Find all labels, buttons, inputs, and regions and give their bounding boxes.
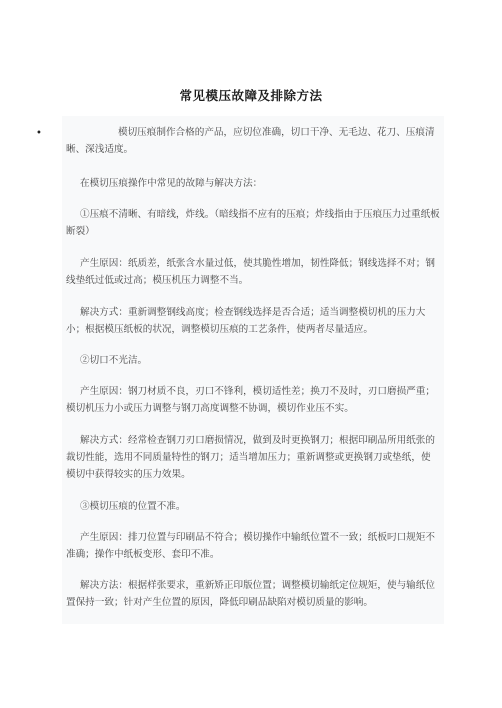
paragraph-solution-3: 解决方法：根据样张要求，重新矫正印版位置；调整模切输纸定位规矩，使与输纸位置保持一致；针对产生位置的原因，降低印刷品缺陷对模切质量的影响。 xyxy=(66,580,435,608)
paragraph-fault-1: ①压痕不清晰、有暗线，炸线。（暗线指不应有的压痕；炸线指由于压痕压力过重纸板断裂） xyxy=(66,209,440,237)
intro-text: 模切压痕制作合格的产品，应切位准确，切口干净、无毛边、花刀、压痕清晰、深浅适度。 xyxy=(66,127,435,155)
document-title: 常见模压故障及排除方法 xyxy=(179,88,323,103)
paragraph-cause-1: 产生原因：纸质差，纸张含水量过低，使其脆性增加，韧性降低；钢线选择不对；钢线垫纸过低或过高；模压机压力调整不当。 xyxy=(66,258,435,286)
paragraph-fault-2: ②切口不光洁。 xyxy=(80,355,148,366)
paragraph-solution-2: 解决方式：经常检查钢刀刃口磨损情况，做到及时更换钢刀；根据印刷品所用纸张的裁切性能，选用不同质量特性的钢刀；适当增加压力；重新调整或更换钢刀或垫纸，使模切中获得较实的压力效果。 xyxy=(66,435,435,480)
paragraph-lead: 在模切压痕操作中常见的故障与解决方法： xyxy=(80,178,263,189)
paragraph-cause-2: 产生原因：钢刀材质不良，刃口不锋利，模切适性差；换刀不及时，刃口磨损严重；模切机压力小或压力调整与钢刀高度调整不协调，模切作业压不实。 xyxy=(66,386,435,414)
paragraph-fault-3: ③模切压痕的位置不准。 xyxy=(80,501,186,512)
paragraph-solution-1: 解决方式：重新调整钢线高度；检查钢线选择是否合适；适当调整模切机的压力大小；根据模压纸板的状况，调整模切压痕的工艺条件，使两者尽量适应。 xyxy=(66,307,426,335)
intro-paragraph xyxy=(66,124,440,158)
bullet-icon: • xyxy=(36,128,42,139)
paragraph-cause-3: 产生原因：排刀位置与印刷品不符合；模切操作中输纸位置不一致；纸板叼口规矩不准确；操作中纸板变形、套印不准。 xyxy=(66,532,435,560)
